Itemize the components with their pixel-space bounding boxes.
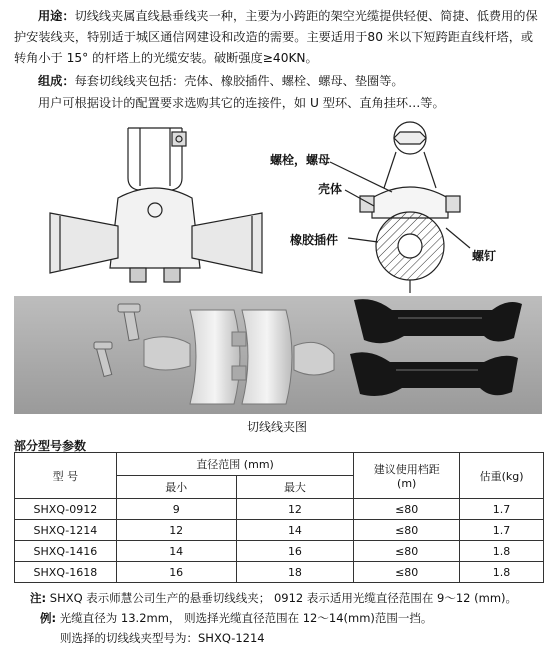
cell-min: 12 [116, 520, 236, 541]
table-row [15, 562, 544, 583]
cell-weight: 1.7 [460, 499, 544, 520]
label-shell: 壳体 [318, 182, 343, 196]
table-row [15, 499, 544, 520]
cell-weight: 1.8 [460, 541, 544, 562]
label-screw: 螺钉 [472, 249, 497, 263]
table-row [15, 541, 544, 562]
header-span-unit: (m) [397, 477, 417, 490]
cell-max: 12 [236, 499, 354, 520]
custom-paragraph: 用户可根据设计的配置要求选购其它的连接件，如 U 型环、直角挂环…等。 [38, 96, 445, 110]
cell-model: SHXQ-1416 [15, 541, 117, 562]
label-rubber-insert: 橡胶插件 [290, 233, 339, 247]
cell-min: 14 [116, 541, 236, 562]
clamp-drawings [0, 118, 554, 296]
side-view-drawing [330, 122, 470, 293]
cell-span: ≤80 [354, 499, 460, 520]
cell-weight: 1.7 [460, 520, 544, 541]
cell-model: SHXQ-1618 [15, 562, 117, 583]
example-line [40, 610, 432, 626]
usage-paragraph [14, 6, 544, 69]
header-span-text: 建议使用档距 [373, 463, 440, 476]
composition-label: 组成： [38, 74, 75, 88]
example-text: 光缆直径为 13.2mm， 则选择光缆直径范围在 12～14(mm)范围一挡。 [59, 611, 433, 625]
header-min: 最小 [116, 476, 236, 499]
model-parameter-table [14, 452, 544, 583]
composition-text: 每套切线线夹包括：壳体、橡胶插件、螺栓、螺母、垫圈等。 [74, 74, 404, 88]
note-label: 注: [30, 591, 47, 605]
header-model: 型 号 [15, 453, 117, 499]
cell-min: 16 [116, 562, 236, 583]
photo-caption: 切线线夹图 [246, 420, 307, 434]
product-photo [14, 296, 542, 414]
front-view-drawing [50, 128, 262, 282]
cell-min: 9 [116, 499, 236, 520]
header-weight: 估重(kg) [460, 453, 544, 499]
note-line [30, 590, 517, 606]
header-max: 最大 [236, 476, 354, 499]
header-diameter: 直径范围 (mm) [116, 453, 353, 476]
cell-max: 14 [236, 520, 354, 541]
cell-max: 16 [236, 541, 354, 562]
cell-max: 18 [236, 562, 354, 583]
usage-label: 用途： [38, 9, 75, 23]
section-title: 部分型号参数 [14, 439, 87, 453]
header-span [354, 453, 460, 499]
cell-span: ≤80 [354, 562, 460, 583]
cell-span: ≤80 [354, 520, 460, 541]
cell-model: SHXQ-0912 [15, 499, 117, 520]
composition-paragraph [14, 71, 544, 92]
table-row [15, 520, 544, 541]
label-bolt-nut: 螺栓，螺母 [270, 153, 331, 167]
cell-weight: 1.8 [460, 562, 544, 583]
example-label: 例: [40, 611, 57, 625]
cell-model: SHXQ-1214 [15, 520, 117, 541]
cell-span: ≤80 [354, 541, 460, 562]
note-text: SHXQ 表示师慧公司生产的悬垂切线线夹； 0912 表示适用光缆直径范围在 9～12 (mm)。 [49, 591, 518, 605]
conclusion-line: 则选择的切线线夹型号为：SHXQ-1214 [60, 631, 265, 645]
usage-text: 切线线夹属直线悬垂线夹一种，主要为小跨距的架空光缆提供轻便、简捷、低费用的保护安装线夹，特别适于城区通信网建设和改造的需要。主要适用于80 米以下短跨距直线杆塔，或转角小于 15° 的杆塔上的光缆安装。破断强度≥40KN。 [14, 9, 538, 65]
